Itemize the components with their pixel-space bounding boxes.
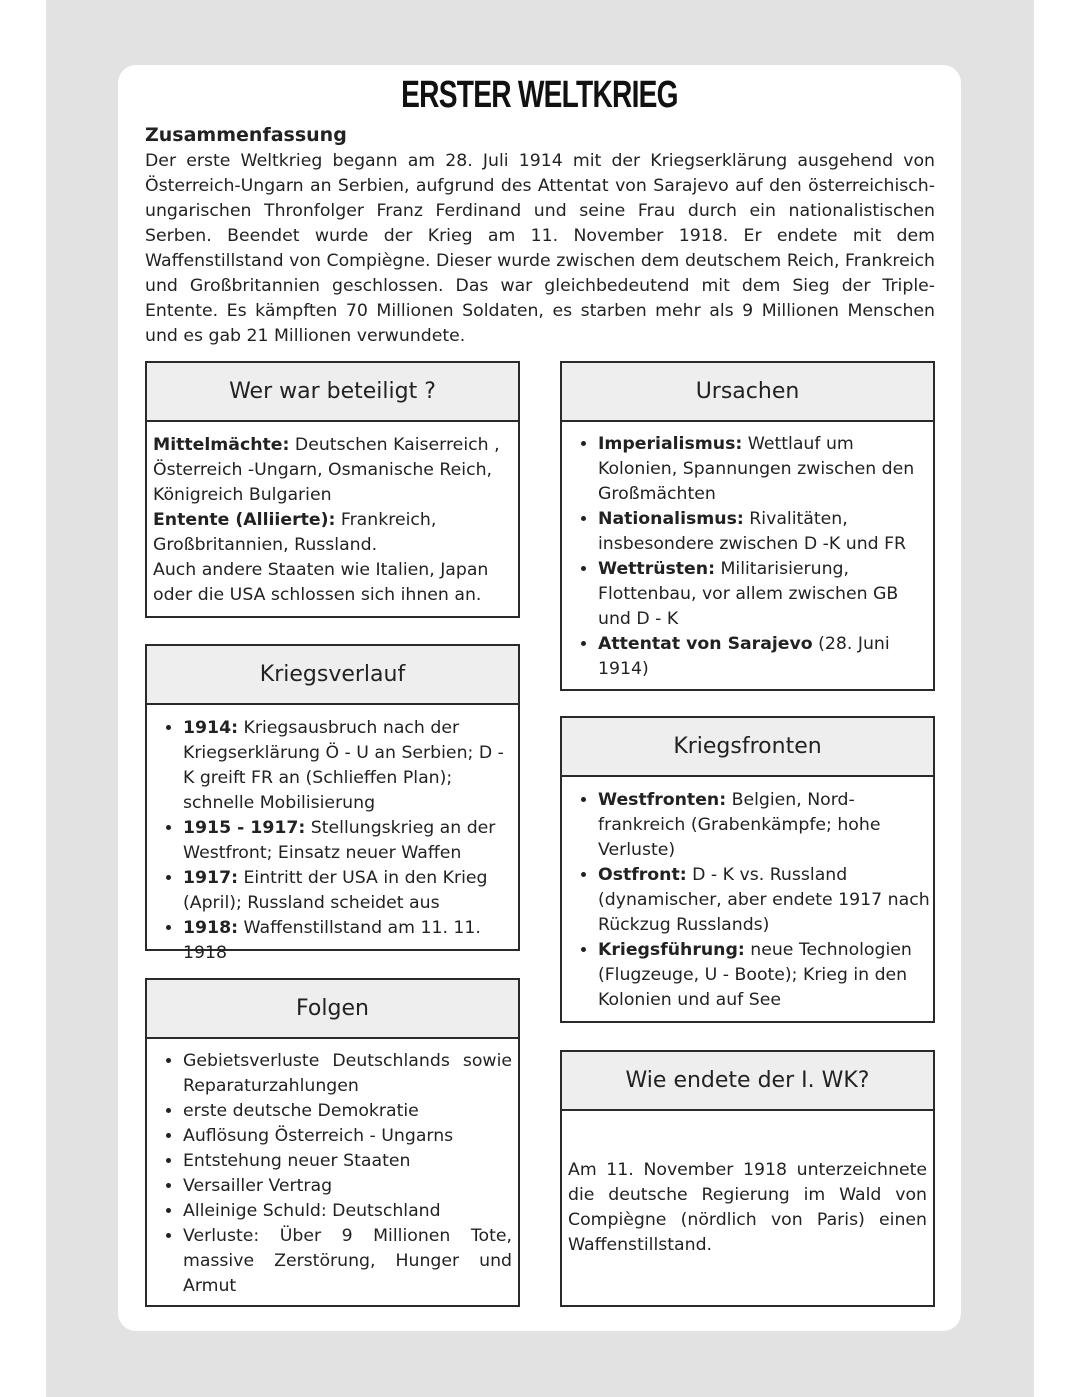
page-title: ERSTER WELTKRIEG (401, 74, 678, 116)
box-folgen-heading: Folgen (147, 980, 518, 1039)
list-item (598, 632, 933, 682)
item-label: Kriegsführung: (598, 940, 745, 960)
item-text: Belgien, Nord-frankreich (Grabenkämpfe; hohe Verluste) (598, 790, 881, 860)
box-kriegsverlauf-heading: Kriegsverlauf (147, 646, 518, 705)
box-folgen (145, 978, 520, 1307)
box-kriegsfronten (560, 716, 935, 1023)
box-kriegsfronten-heading: Kriegsfronten (562, 718, 933, 777)
box-ursachen-heading: Ursachen (562, 363, 933, 422)
item-text: Militarisierung, Flottenbau, vor allem zwischen GB und D - K (598, 559, 899, 629)
list-item (598, 507, 933, 557)
item-label: 1917: (183, 868, 239, 888)
box-ende-heading: Wie endete der I. WK? (562, 1052, 933, 1111)
item-text: Waffenstillstand am 11. 11. 1918 (183, 918, 481, 963)
item-text: Kriegsausbruch nach der Kriegserklärung Ö - U an Serbien; D - K greift FR an (Schlieffen Plan); schnelle Mobilisierung (183, 718, 504, 813)
mittelmaechte-text: Deutschen Kaiserreich , Österreich -Ungarn, Osmanische Reich, Königreich Bulgarien (153, 435, 500, 505)
kriegsfronten-list (562, 788, 933, 1013)
list-item (183, 716, 518, 816)
entente-label: Entente (Alliierte): (153, 510, 336, 530)
ende-text: Am 11. November 1918 unterzeichnete die deutsche Regierung im Wald von Compiègne (nördlich von Paris) einen Waffenstillstand. (568, 1160, 927, 1255)
item-text: neue Technologien (Flugzeuge, U - Boote); Krieg in den Kolonien und auf See (598, 940, 912, 1010)
item-text: Eintritt der USA in den Krieg (April); Russland scheidet aus (183, 868, 488, 913)
list-item (183, 816, 518, 866)
list-item: • Verluste: Über 9 Millionen Tote, massive Zerstörung, Hunger und Armut (183, 1224, 512, 1299)
entente-line (153, 508, 512, 558)
box-kriegsverlauf-body (147, 705, 518, 966)
item-label: Ostfront: (598, 865, 687, 885)
list-item (183, 916, 518, 966)
list-item (598, 432, 933, 507)
list-item (598, 788, 933, 863)
list-item: • Entstehung neuer Staaten (183, 1149, 512, 1174)
item-label: Attentat von Sarajevo (598, 634, 813, 654)
list-item: • erste deutsche Demokratie (183, 1099, 512, 1124)
item-label: Nationalismus: (598, 509, 744, 529)
box-beteiligt-body (147, 422, 518, 608)
item-text: D - K vs. Russland (dynamischer, aber endete 1917 nach Rückzug Russlands) (598, 865, 930, 935)
item-label: 1915 - 1917: (183, 818, 306, 838)
list-item (183, 866, 518, 916)
list-item: • Gebietsverluste Deutschlands sowie Reparaturzahlungen (183, 1049, 512, 1099)
item-label: Imperialismus: (598, 434, 743, 454)
summary-heading: Zusammenfassung (145, 124, 347, 146)
box-ende (560, 1050, 935, 1307)
box-kriegsfronten-body (562, 777, 933, 1013)
item-text: (28. Juni 1914) (598, 634, 890, 679)
box-kriegsverlauf (145, 644, 520, 963)
item-label: Wettrüsten: (598, 559, 715, 579)
folgen-list (147, 1049, 512, 1299)
ursachen-list (562, 432, 933, 682)
box-ursachen-body (562, 422, 933, 682)
item-label: Westfronten: (598, 790, 727, 810)
box-ende-body (562, 1111, 933, 1258)
box-folgen-body (147, 1039, 518, 1299)
item-text: Rivalitäten, insbesondere zwischen D -K und FR (598, 509, 907, 554)
box-beteiligt-heading: Wer war beteiligt ? (147, 363, 518, 422)
kriegsverlauf-list (147, 716, 518, 966)
entente-text: Frankreich, Großbritannien, Russland. (153, 510, 437, 555)
item-label: 1914: (183, 718, 239, 738)
mittelmaechte-label: Mittelmächte: (153, 435, 290, 455)
list-item (598, 938, 933, 1013)
list-item: • Versailler Vertrag (183, 1174, 512, 1199)
list-item: • Auflösung Österreich - Ungarns (183, 1124, 512, 1149)
mittelmaechte-line (153, 433, 512, 508)
item-text: Wettlauf um Kolonien, Spannungen zwischen den Großmächten (598, 434, 915, 504)
list-item (598, 863, 933, 938)
item-label: 1918: (183, 918, 239, 938)
summary-text: Der erste Weltkrieg begann am 28. Juli 1914 mit der Kriegserklärung ausgehend von Österreich-Ungarn an Serbien, aufgrund des Attentat von Sarajevo auf den österreichisch-ungarischen Thronfolger Franz Ferdinand und seine Frau durch ein nationalistischen Serben. Beendet wurde der Krieg am 11. November 1918. Er endete mit dem Waffenstillstand von Compiègne. Dieser wurde zwischen dem deutschem Reich, Frankreich und Großbritannien geschlossen. Das war gleichbedeutend mit dem Sieg der Triple-Entente. Es kämpften 70 Millionen Soldaten, es starben mehr als 9 Millionen Menschen und es gab 21 Millionen verwundete. (145, 151, 935, 346)
item-text: Stellungskrieg an der Westfront; Einsatz neuer Waffen (183, 818, 496, 863)
box-beteiligt (145, 361, 520, 618)
list-item: • Alleinige Schuld: Deutschland (183, 1199, 512, 1224)
box-ursachen (560, 361, 935, 691)
list-item (598, 557, 933, 632)
andere-staaten-text: Auch andere Staaten wie Italien, Japan oder die USA schlossen sich ihnen an. (153, 560, 489, 605)
